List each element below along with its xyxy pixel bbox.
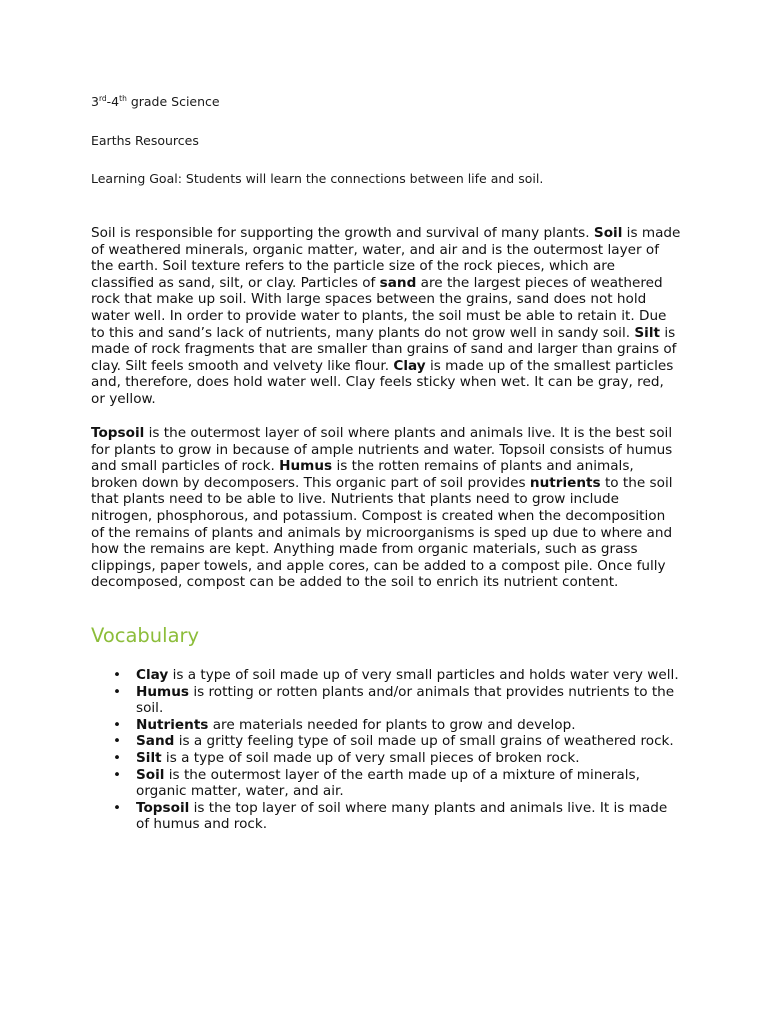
unit-title: Earths Resources (91, 133, 199, 148)
vocabulary-term: Silt (136, 749, 162, 766)
topsoil-text-3: to the soil that plants need to be able to live. Nutrients that plants need to grow include nitrogen, phosphorous, and potassium. Compost is created when the decomposition of the remains of plants and animals by microorganisms is sped up due to where and how the remains are kept. Anything made from organic materials, such as grass clippings, paper towels, and apple cores, can be added to a compost pile. Once fully decomposed, compost can be added to the soil to enrich its nutrient content. (91, 474, 673, 591)
vocabulary-item (91, 800, 681, 833)
bullet-icon: • (113, 766, 122, 783)
vocabulary-definition: is the top layer of soil where many plants and animals live. It is made of humus and rock. (136, 799, 668, 833)
vocabulary-definition: is rotting or rotten plants and/or animals that provides nutrients to the soil. (136, 683, 675, 717)
vocabulary-term: Clay (136, 667, 169, 683)
vocabulary-item (91, 684, 681, 717)
bullet-icon: • (113, 683, 122, 700)
soil-paragraph (91, 225, 681, 408)
bullet-icon: • (113, 799, 122, 816)
vocabulary-item (91, 667, 681, 684)
grade-subject: grade Science (126, 94, 220, 109)
grade-start: 3 (91, 94, 99, 109)
soil-text-1: Soil is responsible for supporting the growth and survival of many plants. (91, 225, 594, 241)
bullet-icon: • (113, 716, 122, 733)
grade-line (91, 94, 220, 110)
vocabulary-term: Nutrients (136, 716, 209, 733)
vocabulary-item (91, 750, 681, 767)
keyword-humus: Humus (279, 458, 333, 475)
vocabulary-item (91, 767, 681, 800)
keyword-nutrients: nutrients (529, 474, 601, 491)
vocabulary-definition: is a gritty feeling type of soil made up of small grains of weathered rock. (174, 733, 674, 750)
vocabulary-definition: are materials needed for plants to grow and develop. (208, 716, 576, 733)
vocabulary-definition: is a type of soil made up of very small particles and holds water very well. (168, 667, 679, 683)
keyword-sand: sand (379, 274, 417, 291)
soil-text-5: is made up of the smallest particles and, therefore, does hold water well. Clay feels sticky when wet. It can be gray, red, or yellow. (91, 357, 674, 407)
vocabulary-term: Humus (136, 683, 189, 700)
grade-end-suffix: th (119, 93, 127, 103)
vocabulary-term: Sand (136, 733, 175, 750)
vocabulary-heading: Vocabulary (91, 624, 200, 647)
keyword-silt: Silt (634, 324, 660, 341)
keyword-soil: Soil (593, 225, 623, 241)
vocabulary-definition: is the outermost layer of the earth made up of a mixture of minerals, organic matter, water, and air. (136, 766, 640, 800)
vocabulary-definition: is a type of soil made up of very small pieces of broken rock. (161, 749, 580, 766)
topsoil-text-2: is the rotten remains of plants and animals, broken down by decomposers. This organic part of soil provides (91, 458, 634, 491)
keyword-topsoil: Topsoil (91, 425, 145, 441)
soil-text-3: are the largest pieces of weathered rock that make up soil. With large spaces between the grains, sand does not hold water well. In order to provide water to plants, the soil must be able to retain it. Due to this and sand’s lack of nutrients, many plants do not grow well in sandy soil. (91, 274, 667, 341)
bullet-icon: • (113, 733, 122, 750)
topsoil-paragraph (91, 425, 681, 591)
vocabulary-item (91, 733, 681, 750)
vocabulary-item (91, 717, 681, 734)
soil-text-2: is made of weathered minerals, organic matter, water, and air and is the outermost layer of the earth. Soil texture refers to the particle size of the rock pieces, which are classified as sand, silt, or clay. Particles of (91, 225, 681, 291)
vocabulary-term: Soil (136, 766, 165, 783)
bullet-icon: • (113, 667, 122, 683)
learning-goal: Learning Goal: Students will learn the connections between life and soil. (91, 171, 544, 186)
grade-separator: -4 (106, 94, 120, 109)
topsoil-text-1: is the outermost layer of soil where plants and animals live. It is the best soil for plants to grow in because of ample nutrients and water. Topsoil consists of humus and small particles of rock. (91, 425, 673, 475)
vocabulary-term: Topsoil (136, 799, 190, 816)
vocabulary-list (91, 667, 681, 833)
soil-text-4: is made of rock fragments that are smaller than grains of sand and larger than grains of clay. Silt feels smooth and velvety like flour. (91, 324, 677, 374)
keyword-clay: Clay (393, 357, 426, 374)
grade-start-suffix: rd (98, 93, 107, 103)
bullet-icon: • (113, 749, 122, 766)
